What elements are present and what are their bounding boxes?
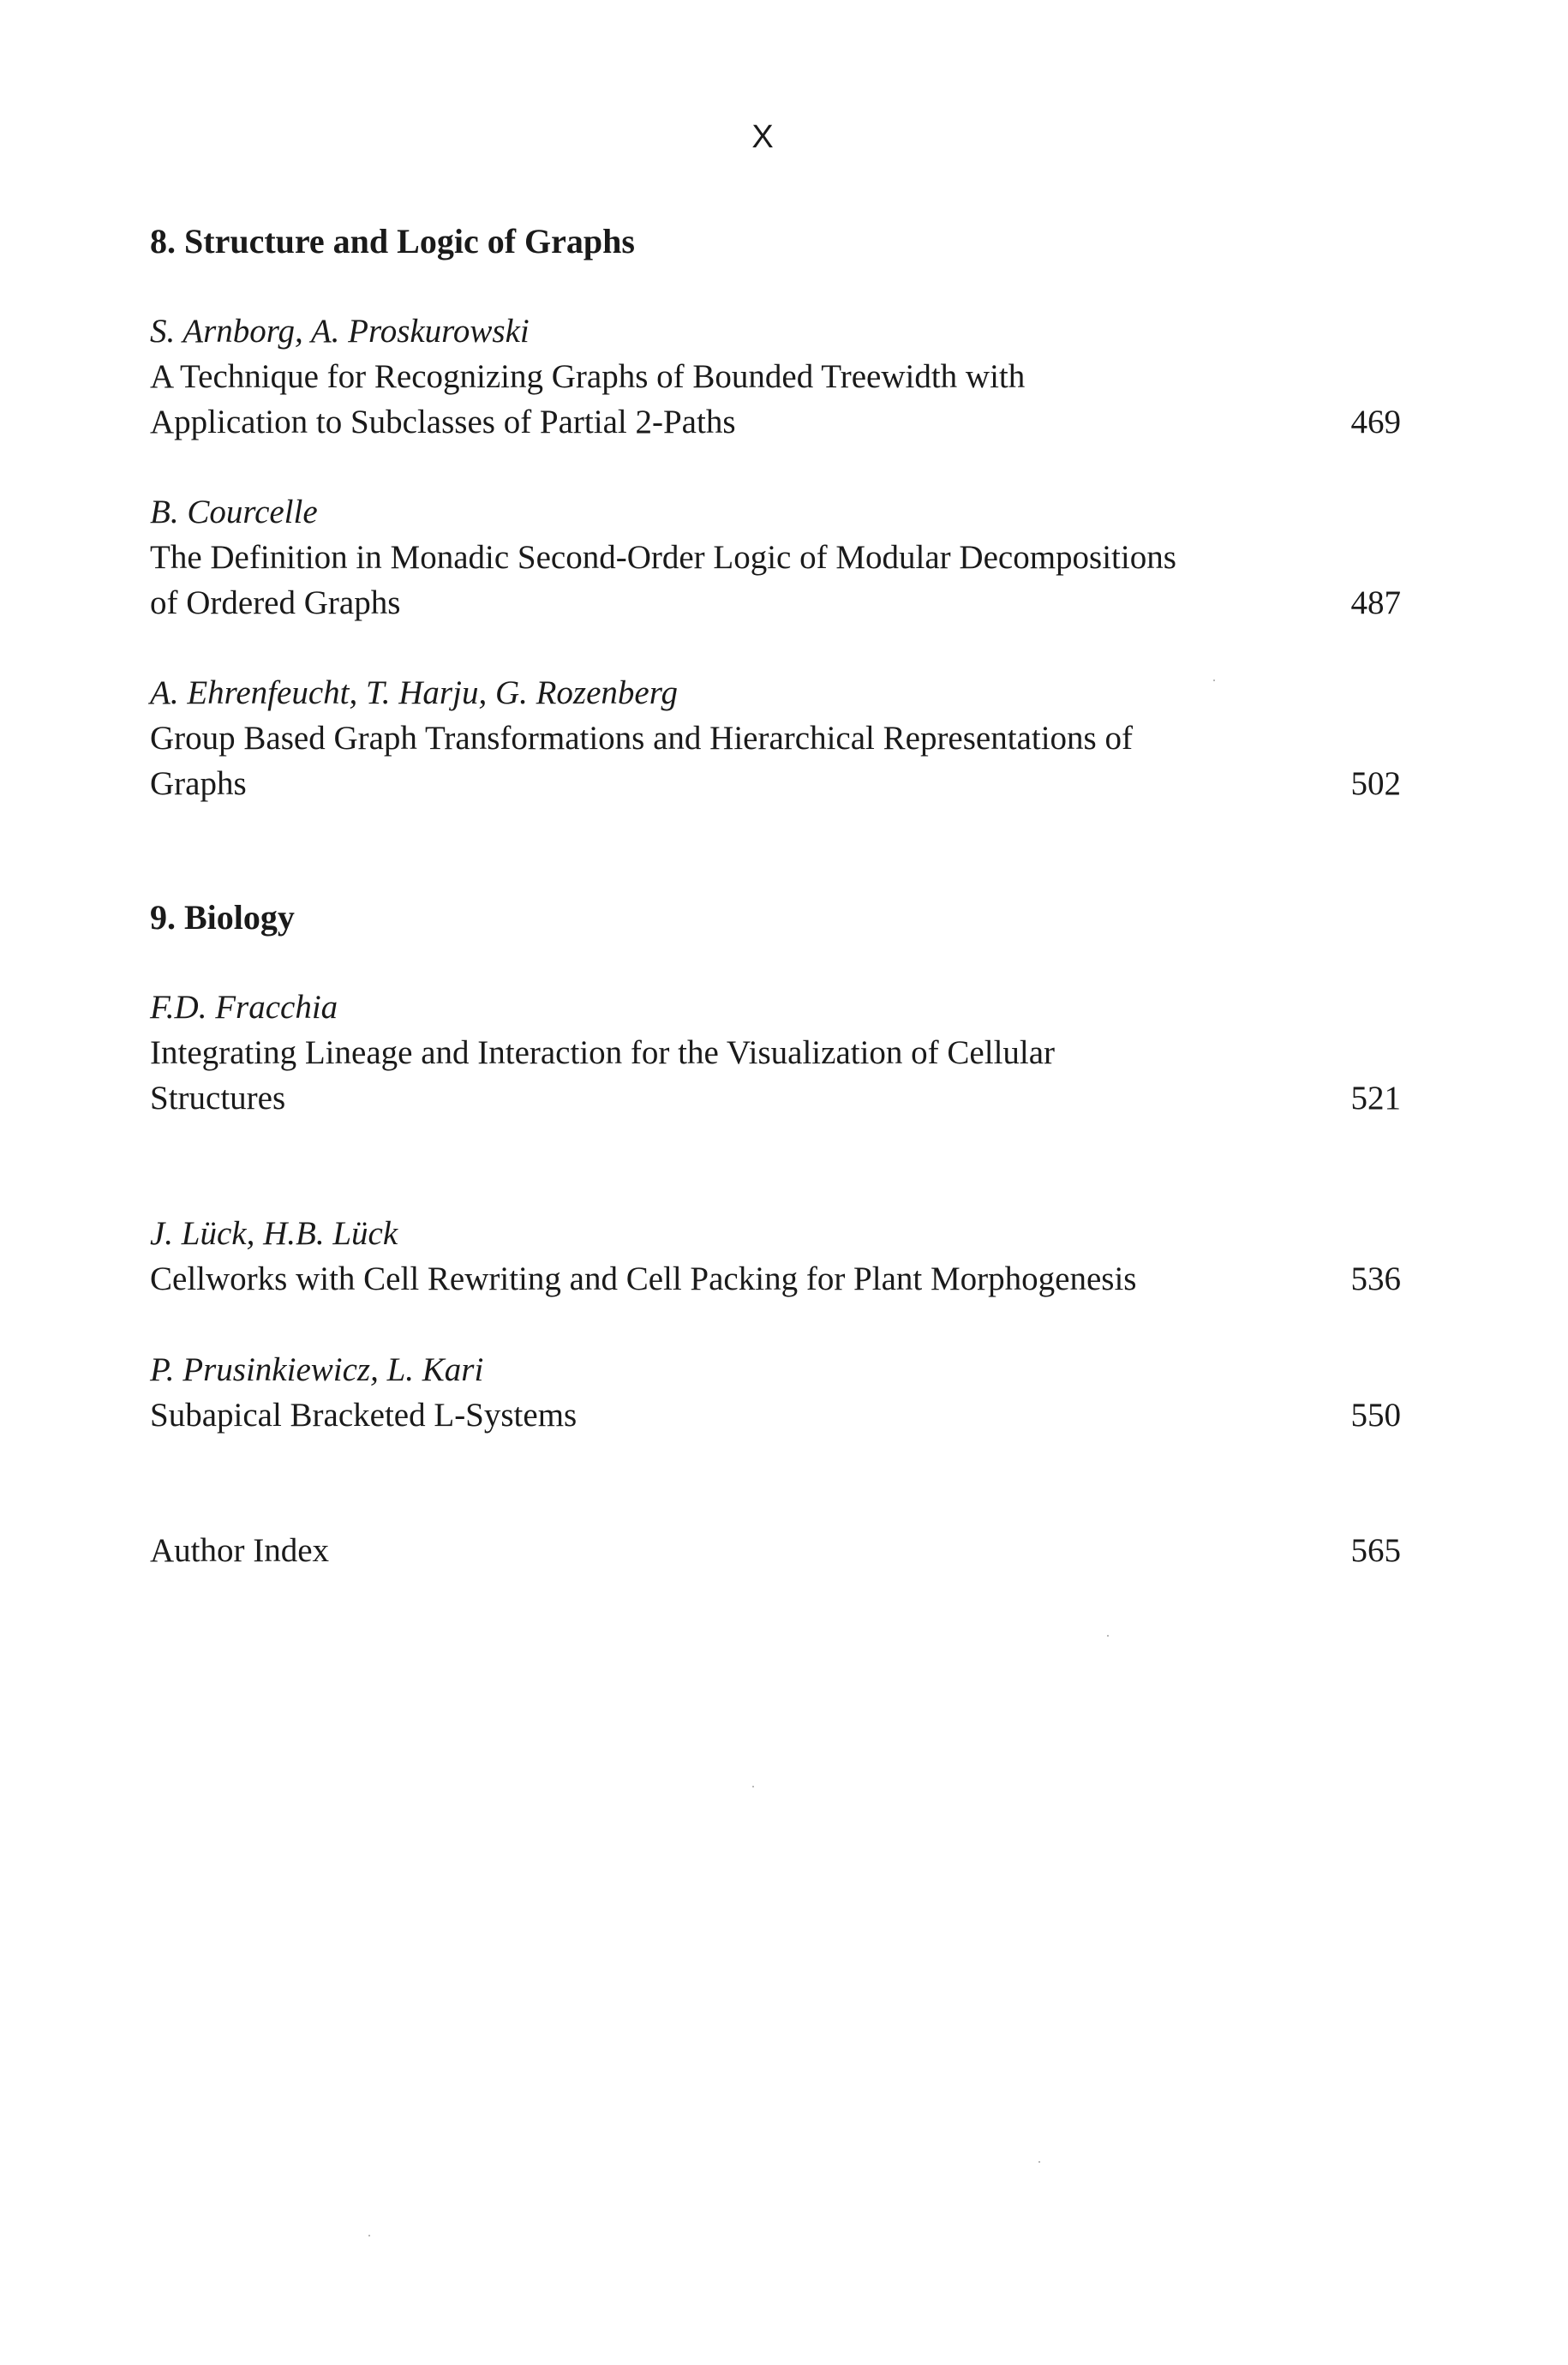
- entry-page-number: 550: [1350, 1397, 1401, 1434]
- entry-authors: A. Ehrenfeucht, T. Harju, G. Rozenberg: [150, 674, 678, 711]
- toc-entry: [150, 1211, 1401, 1302]
- entry-page-number: 502: [1350, 765, 1401, 802]
- scan-speck: [1038, 2161, 1040, 2163]
- entry-title-line: Cellworks with Cell Rewriting and Cell Packing for Plant Morphogenesis: [150, 1260, 1137, 1297]
- entry-title-line: Subapical Bracketed L-Systems: [150, 1397, 578, 1434]
- toc-entry: [150, 670, 1401, 806]
- toc-entry: [150, 985, 1401, 1121]
- entry-title-line: Application to Subclasses of Partial 2-Paths: [150, 404, 736, 440]
- section-heading-structure-logic-graphs: 8. Structure and Logic of Graphs: [150, 222, 635, 260]
- entry-authors: F.D. Fracchia: [150, 989, 338, 1026]
- entry-title-line: A Technique for Recognizing Graphs of Bounded Treewidth with: [150, 358, 1026, 395]
- scan-speck: [368, 2235, 370, 2236]
- entry-page-number: 469: [1350, 404, 1401, 440]
- entry-authors: B. Courcelle: [150, 494, 318, 530]
- scan-speck: [1107, 1635, 1109, 1637]
- author-index-label: Author Index: [150, 1532, 330, 1569]
- entry-page-number: 521: [1350, 1080, 1401, 1117]
- author-index-entry: [150, 1528, 1401, 1573]
- entry-page-number: 487: [1350, 584, 1401, 621]
- entry-authors: P. Prusinkiewicz, L. Kari: [150, 1351, 484, 1388]
- entry-authors: J. Lück, H.B. Lück: [150, 1215, 398, 1252]
- entry-title-line: of Ordered Graphs: [150, 584, 401, 621]
- entry-title-line: Structures: [150, 1080, 286, 1117]
- entry-title-line: Integrating Lineage and Interaction for the Visualization of Cellular: [150, 1034, 1056, 1071]
- toc-entry: [150, 489, 1401, 626]
- entry-title-line: The Definition in Monadic Second-Order Logic of Modular Decompositions: [150, 539, 1176, 576]
- scan-speck: [752, 1786, 754, 1787]
- section-heading-biology: 9. Biology: [150, 898, 295, 937]
- page-number: X: [751, 119, 774, 155]
- entry-title-line: Graphs: [150, 765, 247, 802]
- entry-title-line: Group Based Graph Transformations and Hierarchical Representations of: [150, 720, 1133, 757]
- toc-entry: [150, 1347, 1401, 1438]
- entry-page-number: 536: [1350, 1260, 1401, 1297]
- entry-authors: S. Arnborg, A. Proskurowski: [150, 313, 530, 350]
- author-index-page-number: 565: [1350, 1532, 1401, 1569]
- scan-speck: [1213, 680, 1215, 681]
- toc-entry: [150, 308, 1401, 445]
